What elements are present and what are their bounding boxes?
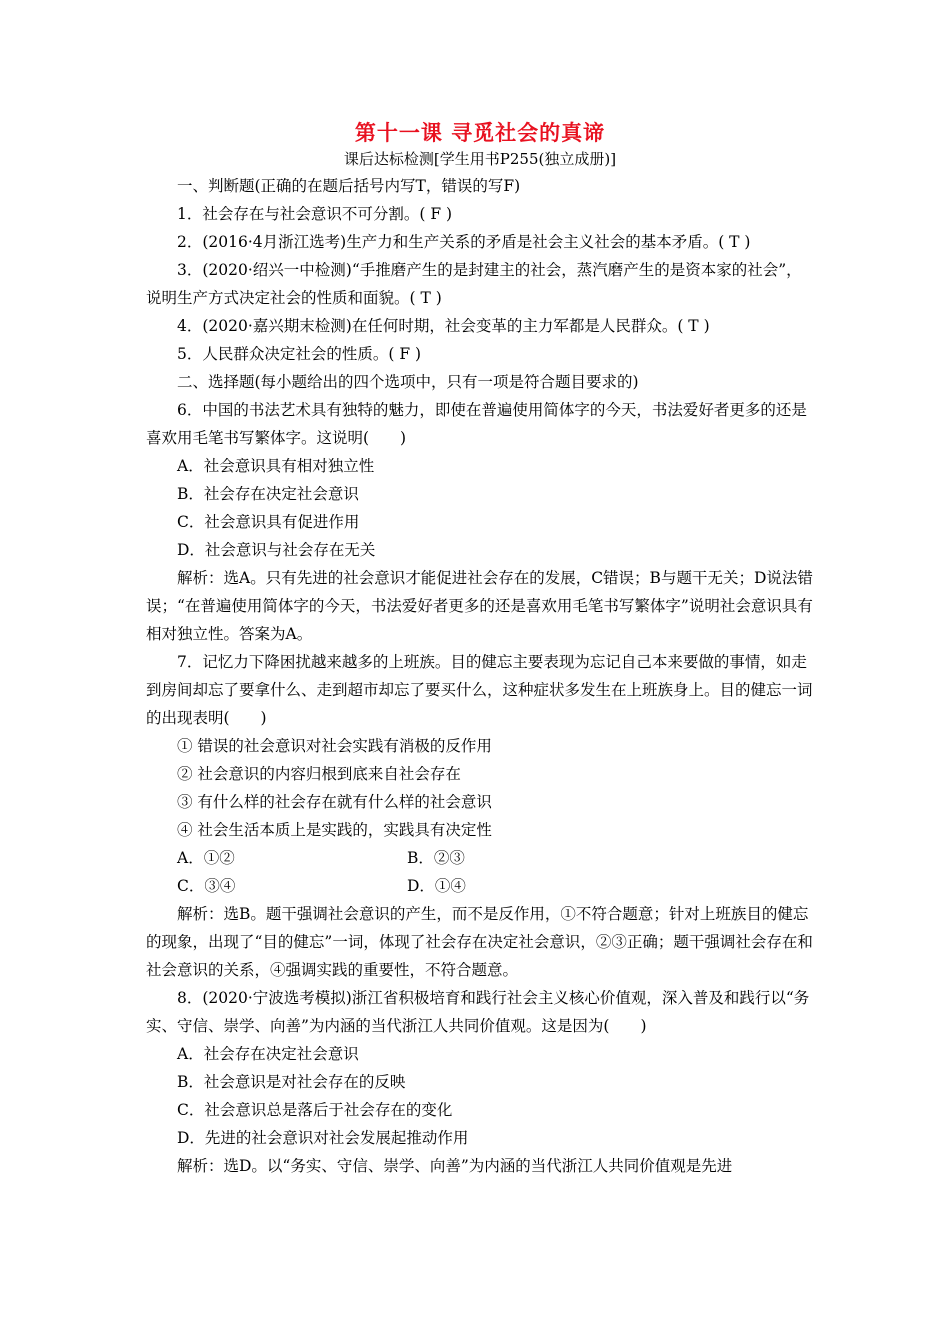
section-heading-choice: 二、选择题(每小题给出的四个选项中，只有一项是符合题目要求的) [177,373,639,391]
question-1: 1．社会存在与社会意识不可分割。( F ) [177,205,453,223]
question-8-option-d: D．先进的社会意识对社会发展起推动作用 [177,1129,469,1147]
question-6-option-c: C．社会意识具有促进作用 [177,513,360,531]
question-7-statement-3: ③ 有什么样的社会存在就有什么样的社会意识 [177,793,492,811]
section-heading-judgment: 一、判断题(正确的在题后括号内写T，错误的写F) [177,177,521,195]
question-6-option-b: B．社会存在决定社会意识 [177,485,359,503]
lesson-title: 第十一课 寻觅社会的真谛 [354,120,606,145]
question-7-option-b: B．②③ [407,849,465,867]
question-7-stem: 7．记忆力下降困扰越来越多的上班族。目的健忘主要表现为忘记自己本来要做的事情，如走到房间却忘了要拿什么、走到超市却忘了要买什么，这种症状多发生在上班族身上。目的健忘一词的出现表明( ) [146,653,813,727]
question-7-statement-1: ① 错误的社会意识对社会实践有消极的反作用 [177,737,492,755]
question-7-option-c: C．③④ [177,877,236,895]
question-7-analysis: 解析：选B。题干强调社会意识的产生，而不是反作用，①不符合题意；针对上班族目的健忘的现象，出现了“目的健忘”一词，体现了社会存在决定社会意识，②③正确；题干强调社会存在和社会意识的关系，④强调实践的重要性，不符合题意。 [146,905,813,979]
question-7-option-a: A．①② [177,849,235,867]
question-8-option-a: A．社会存在决定社会意识 [177,1045,359,1063]
question-6-stem: 6．中国的书法艺术具有独特的魅力，即使在普遍使用简体字的今天，书法爱好者更多的还是喜欢用毛笔书写繁体字。这说明( ) [146,401,807,447]
question-7-options-cd [146,872,814,900]
lesson-subtitle: 课后达标检测[学生用书P255(独立成册)] [343,150,617,168]
question-4: 4．(2020·嘉兴期末检测)在任何时期，社会变革的主力军都是人民群众。( T ) [177,317,710,335]
question-7-statement-2: ② 社会意识的内容归根到底来自社会存在 [177,765,461,783]
question-5: 5．人民群众决定社会的性质。( F ) [177,345,422,363]
question-2: 2．(2016·4月浙江选考)生产力和生产关系的矛盾是社会主义社会的基本矛盾。( T ) [177,233,751,251]
document-page [146,118,814,1180]
question-8-option-c: C．社会意识总是落后于社会存在的变化 [177,1101,453,1119]
question-7-options-ab [146,844,814,872]
question-8-option-b: B．社会意识是对社会存在的反映 [177,1073,406,1091]
question-8-analysis: 解析：选D。以“务实、守信、崇学、向善”为内涵的当代浙江人共同价值观是先进 [177,1157,733,1175]
question-7-option-d: D．①④ [407,877,466,895]
question-3: 3．(2020·绍兴一中检测)“手推磨产生的是封建主的社会，蒸汽磨产生的是资本家的社会”，说明生产方式决定社会的性质和面貌。( T ) [146,261,802,307]
question-6-analysis: 解析：选A。只有先进的社会意识才能促进社会存在的发展，C错误；B与题干无关；D说法错误；“在普遍使用简体字的今天，书法爱好者更多的还是喜欢用毛笔书写繁体字”说明社会意识具有相对独立性。答案为A。 [146,569,813,643]
question-6-option-d: D．社会意识与社会存在无关 [177,541,376,559]
question-7-statement-4: ④ 社会生活本质上是实践的，实践具有决定性 [177,821,492,839]
question-6-option-a: A．社会意识具有相对独立性 [177,457,375,475]
question-8-stem: 8．(2020·宁波选考模拟)浙江省积极培育和践行社会主义核心价值观，深入普及和践行以“务实、守信、崇学、向善”为内涵的当代浙江人共同价值观。这是因为( ) [146,989,810,1035]
